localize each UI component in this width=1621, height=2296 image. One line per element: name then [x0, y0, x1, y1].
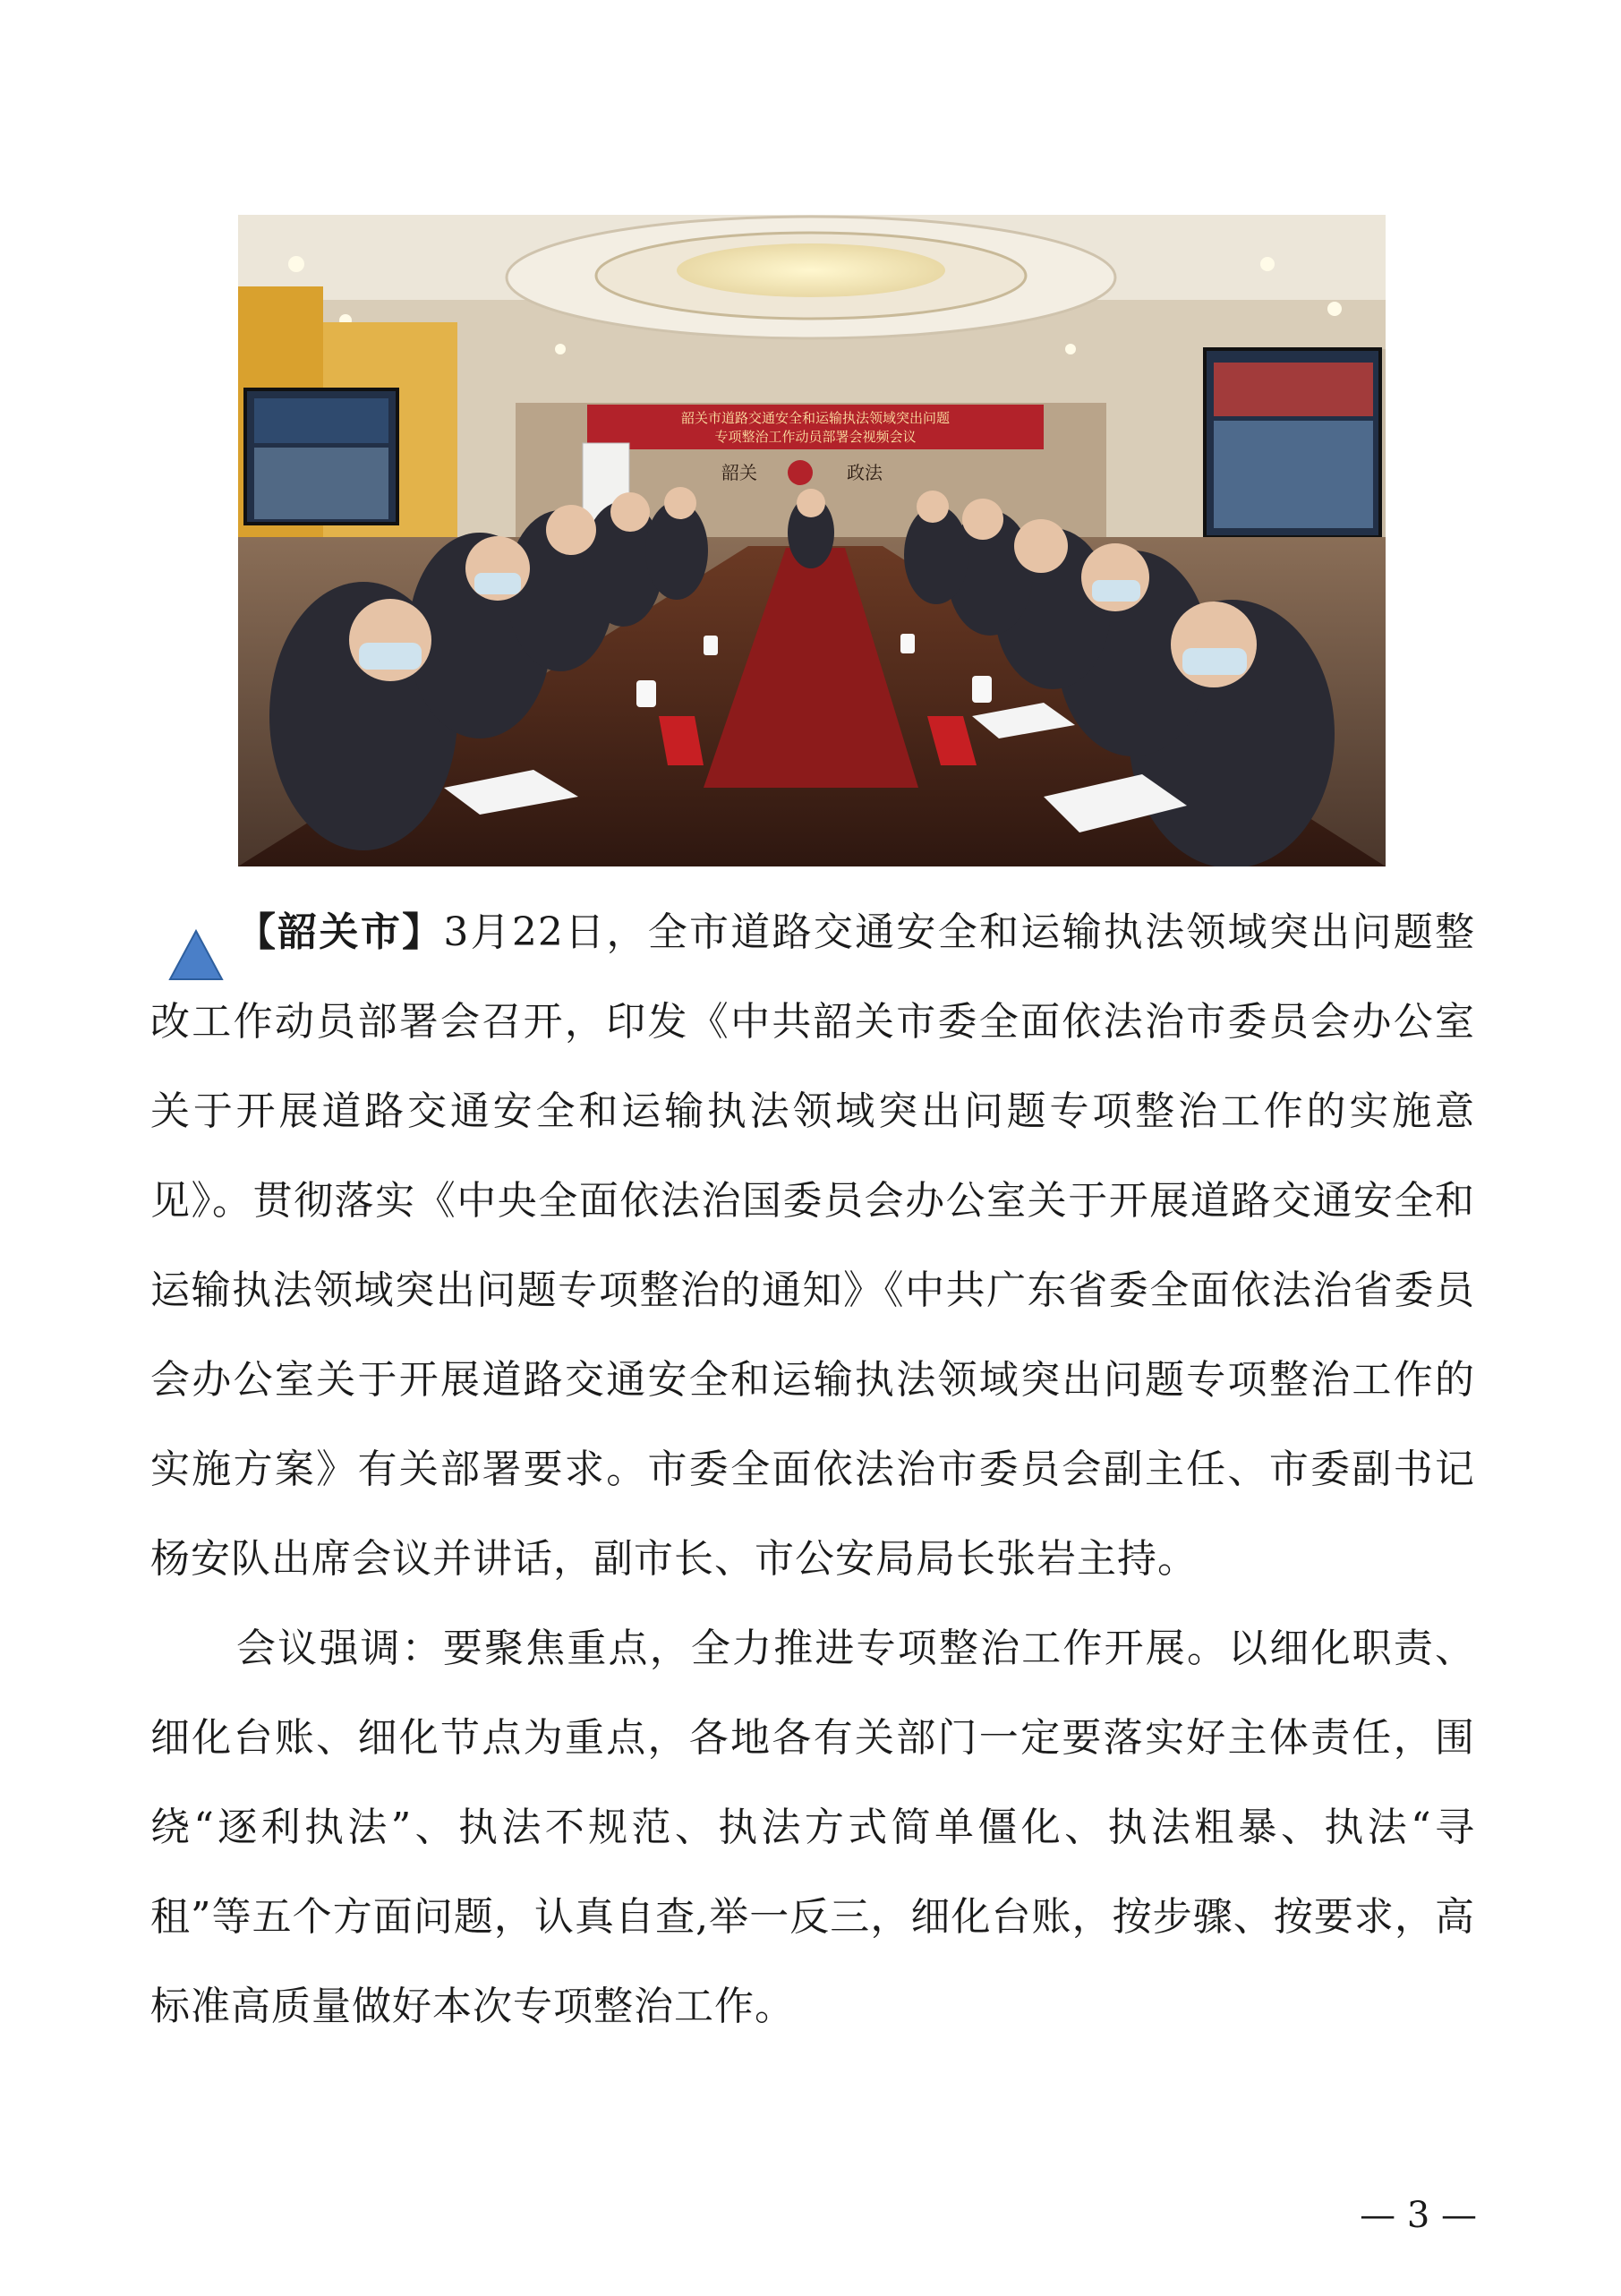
- banner-line-1: 韶关市道路交通安全和运输执法领域突出问题: [680, 410, 951, 426]
- meeting-photo: [238, 215, 1386, 866]
- city-tag: 【韶关市】: [236, 909, 444, 955]
- paragraph-1: [150, 888, 1475, 1604]
- banner-line-2: 专项整治工作动员部署会视频会议: [714, 429, 917, 445]
- wall-sign-right: 政法: [847, 462, 883, 483]
- party-emblem-icon: [788, 460, 813, 485]
- wall-sign-left: 韶关: [721, 462, 757, 483]
- article-body: [150, 888, 1475, 2052]
- paragraph-2: 会议强调：要聚焦重点，全力推进专项整治工作开展。以细化职责、细化台账、细化节点为重点，各地各有关部门一定要落实好主体责任，围绕“逐利执法”、执法不规范、执法方式简单僵化、执法粗暴、执法“寻租”等五个方面问题，认真自查,举一反三，细化台账，按步骤、按要求，高标准高质量做好本次专项整治工作。: [150, 1626, 1475, 2029]
- page-number: — 3 —: [1360, 2195, 1477, 2236]
- paragraph-1-text: 3月22日，全市道路交通安全和运输执法领域突出问题整改工作动员部署会召开，印发《中共韶关市委全面依法治市委员会办公室关于开展道路交通安全和运输执法领域突出问题专项整治工作的实施意见》。贯彻落实《中央全面依法治国委员会办公室关于开展道路交通安全和运输执法领域突出问题专项整治的通知》《中共广东省委全面依法治省委员会办公室关于开展道路交通安全和运输执法领域突出问题专项整治工作的实施方案》有关部署要求。市委全面依法治市委员会副主任、市委副书记杨安队出席会议并讲话，副市长、市公安局局长张岩主持。: [150, 909, 1476, 1582]
